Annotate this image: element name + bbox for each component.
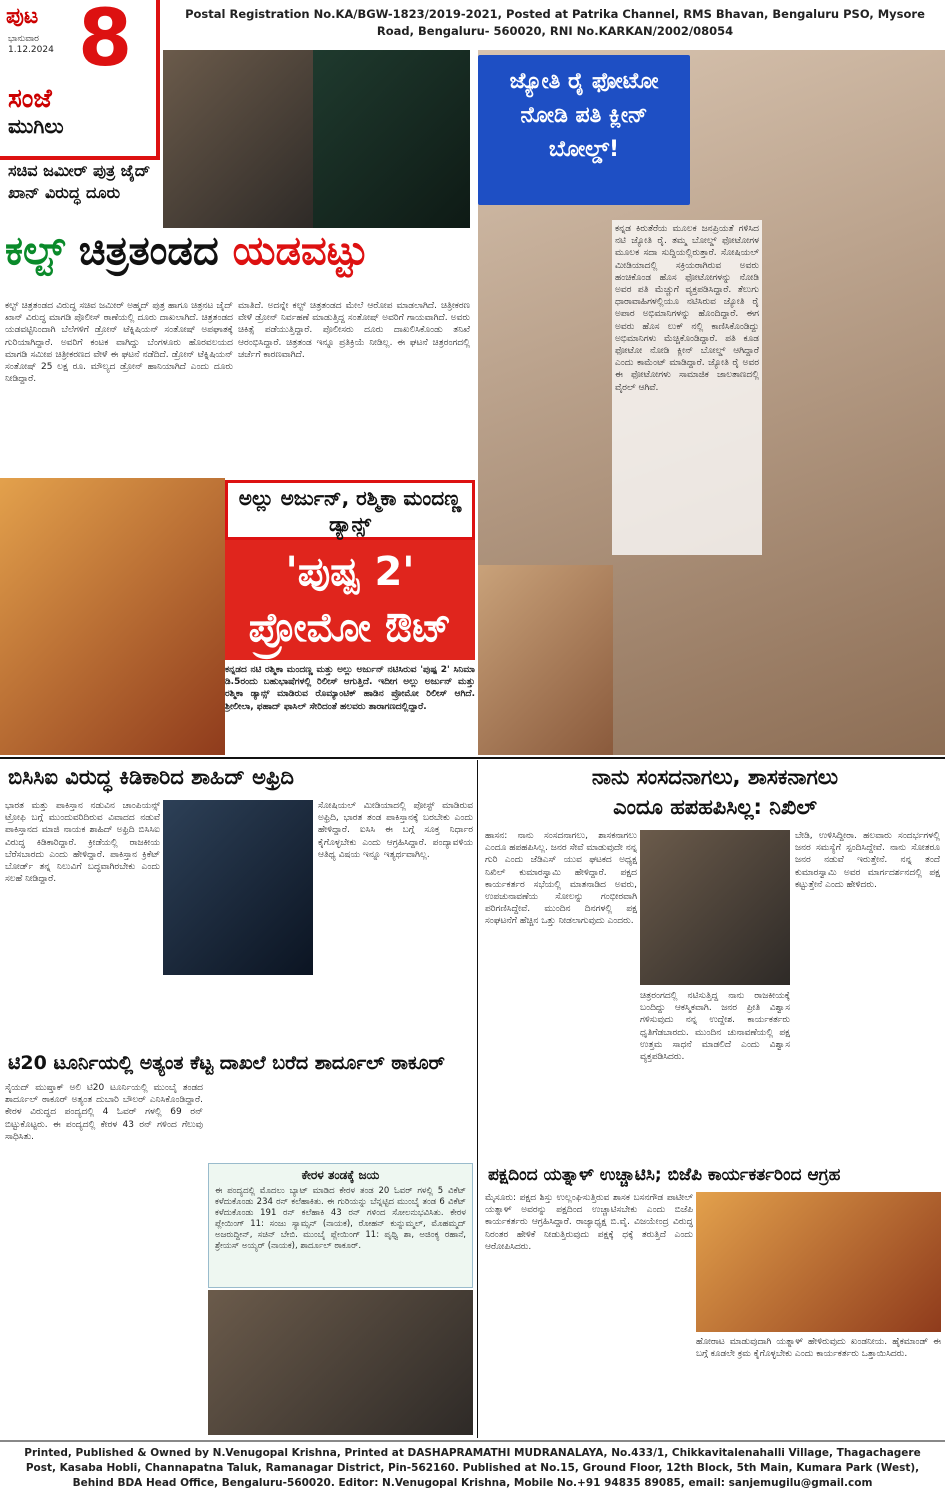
afridi-body-col1: ಭಾರತ ಮತ್ತು ಪಾಕಿಸ್ತಾನ ನಡುವಿನ ಚಾಂಪಿಯನ್ಸ್ ಟ್ರೋಫಿ ಬಗ್ಗೆ ಮುಂದುವರಿದಿರುವ ವಿವಾದದ ನಡುವೆ ಪಾಕಿಸ್ತಾನದ ಮಾಜಿ ನಾಯಕ ಶಾಹಿದ್ ಅಫ್ರಿದಿ ಬಿಸಿಸಿಐ ವಿರುದ್ಧ ಕಿಡಿಕಾರಿದ್ದಾರೆ. ಕ್ರೀಡೆಯಲ್ಲಿ ರಾಜಕೀಯ ಬೆರೆಸಬಾರದು ಎಂದು ಹೇಳಿದ್ದಾರೆ. ಪಾಕಿಸ್ತಾನ ಕ್ರಿಕೆಟ್ ಬೋರ್ಡ್ ತನ್ನ ನಿಲುವಿಗೆ ಬದ್ಧವಾಗಿರಬೇಕು ಎಂದು ಸಲಹೆ ನೀಡಿದ್ದಾರೆ.: [5, 801, 160, 885]
thakur-headline: ಟಿ20 ಟೂರ್ನಿಯಲ್ಲಿ ಅತ್ಯಂತ ಕೆಟ್ಟ ದಾಖಲೆ ಬರೆದ ಶಾರ್ದೂಲ್ ಠಾಕೂರ್: [8, 1052, 445, 1074]
brand-line2: ಮುಗಿಲು: [8, 114, 64, 138]
pushpa-headline: 'ಪುಷ್ಪ 2' ಪ್ರೋಮೋ ಔಟ್: [225, 540, 475, 660]
nikhil-body-col3: ಬೇಡಿ, ಉಳಿಸಿದ್ದೀರಾ. ಹಲವಾರು ಸಂದರ್ಭಗಳಲ್ಲಿ ಜನರ ಸಮಸ್ಯೆಗೆ ಸ್ಪಂದಿಸಿದ್ದೇವೆ. ನಾನು ಸೋತರೂ ಜನರ ನಡುವೆ ಇರುತ್ತೇನೆ. ನನ್ನ ತಂದೆ ಕುಮಾರಸ್ವಾಮಿ ಅವರ ಮಾರ್ಗದರ್ಶನದಲ್ಲಿ ಪಕ್ಷ ಕಟ್ಟುತ್ತೇನೆ ಎಂದು ಹೇಳಿದರು.: [795, 831, 940, 890]
pushpa-box-title: ಅಲ್ಲು ಅರ್ಜುನ್, ರಶ್ಮಿಕಾ ಮಂದಣ್ಣ ಡ್ಯಾನ್ಸ್: [225, 480, 475, 540]
thakur-body: ಸೈಯದ್ ಮುಷ್ತಾಕ್ ಅಲಿ ಟಿ20 ಟೂರ್ನಿಯಲ್ಲಿ ಮುಂಬೈ ತಂಡದ ಶಾರ್ದೂಲ್ ಠಾಕೂರ್ ಅತ್ಯಂತ ದುಬಾರಿ ಬೌಲರ್ ಎನಿಸಿಕೊಂಡಿದ್ದಾರೆ. ಕೇರಳ ವಿರುದ್ಧದ ಪಂದ್ಯದಲ್ಲಿ 4 ಓವರ್ ಗಳಲ್ಲಿ 69 ರನ್ ಬಿಟ್ಟುಕೊಟ್ಟರು. ಈ ಪಂದ್ಯದಲ್ಲಿ ಕೇರಳ 43 ರನ್ ಗಳಿಂದ ಗೆಲುವು ಸಾಧಿಸಿತು.: [5, 1083, 203, 1142]
bjp-body: ಮೈಸೂರು: ಪಕ್ಷದ ಶಿಸ್ತು ಉಲ್ಲಂಘಿಸುತ್ತಿರುವ ಶಾಸಕ ಬಸನಗೌಡ ಪಾಟೀಲ್ ಯತ್ನಾಳ್ ಅವರನ್ನು ಪಕ್ಷದಿಂದ ಉಚ್ಚಾಟಿಸಬೇಕು ಎಂದು ಬಿಜೆಪಿ ಕಾರ್ಯಕರ್ತರು ಆಗ್ರಹಿಸಿದ್ದಾರೆ. ರಾಜ್ಯಾಧ್ಯಕ್ಷ ಬಿ.ವೈ. ವಿಜಯೇಂದ್ರ ವಿರುದ್ಧ ನಿರಂತರ ಹೇಳಿಕೆ ನೀಡುತ್ತಿರುವುದು ಪಕ್ಷಕ್ಕೆ ಧಕ್ಕೆ ತರುತ್ತಿದೆ ಎಂದು ಆರೋಪಿಸಿದರು.: [485, 1193, 693, 1252]
cult-headline: [5, 228, 465, 286]
page-number: 8: [78, 0, 133, 84]
nikhil-photo: [640, 830, 790, 985]
cult-headline-red: ಯಡವಟ್ಟು: [232, 228, 369, 274]
kerala-title: ಕೇರಳ ತಂಡಕ್ಕೆ ಜಯ: [301, 1168, 380, 1182]
nikhil-headline-line1: ನಾನು ಸಂಸದನಾಗಲು, ಶಾಸಕನಾಗಲು: [591, 765, 839, 789]
thakur-photo: [208, 1290, 473, 1435]
afridi-headline: ಬಿಸಿಸಿಐ ವಿರುದ್ಧ ಕಿಡಿಕಾರಿದ ಶಾಹಿದ್ ಅಫ್ರಿದಿ: [8, 765, 294, 789]
cult-photo-son: [313, 50, 470, 228]
pushpa-body: ಕನ್ನಡದ ನಟಿ ರಶ್ಮಿಕಾ ಮಂದಣ್ಣ ಮತ್ತು ಅಲ್ಲು ಅರ್ಜುನ್ ನಟಿಸಿರುವ 'ಪುಷ್ಪ 2' ಸಿನಿಮಾ ಡಿ.5ರಂದು ಬಹುಭಾಷೆಗಳಲ್ಲಿ ರಿಲೀಸ್ ಆಗುತ್ತಿದೆ. ಇದೀಗ ಅಲ್ಲು ಅರ್ಜುನ್ ಮತ್ತು ರಶ್ಮಿಕಾ ಡ್ಯಾನ್ಸ್ ಮಾಡಿರುವ ರೊಮ್ಯಾಂಟಿಕ್ ಹಾಡಿನ ಪ್ರೋಮೋ ರಿಲೀಸ್ ಆಗಿದೆ. ಶ್ರೀಲೀಲಾ, ಫಹಾದ್ ಫಾಸಿಲ್ ಸೇರಿದಂತೆ ಹಲವರು ತಾರಾಗಣದಲ್ಲಿದ್ದಾರೆ.: [225, 665, 475, 712]
cult-headline-green: ಕಲ್ಟ್: [5, 228, 65, 274]
page-label: ಪುಟ: [6, 4, 39, 29]
jyothi-headline: ಜ್ಯೋತಿ ರೈ ಫೋಟೋ ನೋಡಿ ಪತಿ ಕ್ಲೀನ್ ಬೋಲ್ಡ್!: [478, 55, 690, 205]
bjp-body2: ಹೋರಾಟ ಮಾಡುವುದಾಗಿ ಯತ್ನಾಳ್ ಹೇಳಿರುವುದು ಖಂಡನೀಯ. ಹೈಕಮಾಂಡ್ ಈ ಬಗ್ಗೆ ಕೂಡಲೇ ಕ್ರಮ ಕೈಗೊಳ್ಳಬೇಕು ಎಂದು ಕಾರ್ಯಕರ್ತರು ಒತ್ತಾಯಿಸಿದರು.: [696, 1337, 941, 1360]
day-label: ಭಾನುವಾರ: [8, 34, 39, 44]
date-label: 1.12.2024: [8, 45, 54, 55]
bjp-photo: [696, 1192, 941, 1332]
jyothi-body: ಕನ್ನಡ ಕಿರುತೆರೆಯ ಮೂಲಕ ಜನಪ್ರಿಯತೆ ಗಳಿಸಿದ ನಟಿ ಜ್ಯೋತಿ ರೈ. ತಮ್ಮ ಬೋಲ್ಡ್ ಫೋಟೋಗಳ ಮೂಲಕ ಸದಾ ಸುದ್ದಿಯಲ್ಲಿರುತ್ತಾರೆ. ಸೋಷಿಯಲ್ ಮೀಡಿಯಾದಲ್ಲಿ ಸಕ್ರಿಯರಾಗಿರುವ ಅವರು ಹಂಚಿಕೊಂಡ ಹೊಸ ಫೋಟೋಗಳನ್ನು ನೋಡಿ ಅವರ ಪತಿ ಮೆಚ್ಚುಗೆ ವ್ಯಕ್ತಪಡಿಸಿದ್ದಾರೆ. ತೆಲುಗು ಧಾರಾವಾಹಿಗಳಲ್ಲಿಯೂ ನಟಿಸಿರುವ ಜ್ಯೋತಿ ರೈ ಅಪಾರ ಅಭಿಮಾನಿಗಳನ್ನು ಹೊಂದಿದ್ದಾರೆ. ಈಗ ಅವರು ಹೊಸ ಲುಕ್ ನಲ್ಲಿ ಕಾಣಿಸಿಕೊಂಡಿದ್ದು ಅಭಿಮಾನಿಗಳು ಮೆಚ್ಚಿಕೊಂಡಿದ್ದಾರೆ. ಪತಿ ಕೂಡ ಫೋಟೋ ನೋಡಿ ಕ್ಲೀನ್ ಬೋಲ್ಡ್ ಆಗಿದ್ದಾರೆ ಎಂದು ಕಾಮೆಂಟ್ ಮಾಡಿದ್ದಾರೆ. ಜ್ಯೋತಿ ರೈ ಅವರ ಈ ಫೋಟೋಗಳು ಸಾಮಾಜಿಕ ಜಾಲತಾಣದಲ್ಲಿ ವೈರಲ್ ಆಗಿವೆ.: [612, 220, 762, 555]
kerala-body: ಈ ಪಂದ್ಯದಲ್ಲಿ ಮೊದಲು ಬ್ಯಾಟ್ ಮಾಡಿದ ಕೇರಳ ತಂಡ 20 ಓವರ್ ಗಳಲ್ಲಿ 5 ವಿಕೆಟ್ ಕಳೆದುಕೊಂಡು 234 ರನ್ ಕಲೆಹಾಕಿತು. ಈ ಗುರಿಯನ್ನು ಬೆನ್ನಟ್ಟಿದ ಮುಂಬೈ ತಂಡ 6 ವಿಕೆಟ್ ಕಳೆದುಕೊಂಡು 191 ರನ್ ಕಲೆಹಾಕಿ 43 ರನ್ ಗಳಿಂದ ಸೋಲನುಭವಿಸಿತು. ಕೇರಳ ಪ್ಲೇಯಿಂಗ್ 11: ಸಂಜು ಸ್ಯಾಮ್ಸನ್ (ನಾಯಕ), ರೋಹನ್ ಕುನ್ನುಮ್ಮಲ್, ಮೊಹಮ್ಮದ್ ಅಜರುದ್ದೀನ್, ಸಚಿನ್ ಬೇಬಿ. ಮುಂಬೈ ಪ್ಲೇಯಿಂಗ್ 11: ಪೃಥ್ವಿ ಶಾ, ಅಜಿಂಕ್ಯ ರಹಾನೆ, ಶ್ರೇಯಸ್ ಅಯ್ಯರ್ (ನಾಯಕ), ಶಾರ್ದೂಲ್ ಠಾಕೂರ್.: [215, 1186, 466, 1251]
cult-photo-actor: [163, 50, 313, 228]
issue-date: [8, 34, 54, 56]
cult-body-col1: ಕಲ್ಟ್ ಚಿತ್ರತಂಡದ ವಿರುದ್ಧ ಸಚಿವ ಜಮೀರ್ ಅಹ್ಮದ್ ಪುತ್ರ ಹಾಗೂ ಚಿತ್ರನಟ ಜೈದ್ ಖಾನ್ ವಿರುದ್ಧ ಮಾಗಡಿ ಪೊಲೀಸ್ ಠಾಣೆಯಲ್ಲಿ ದೂರು ದಾಖಲಾಗಿದೆ. ಚಿತ್ರತಂಡದ ಯಡವಟ್ಟಿನಿಂದಾಗಿ ಬೆಲೆಗಳಿಗೆ ಡ್ರೋನ್ ಟೆಕ್ನಿಷಿಯನ್ ಸಂತೋಷ್ ಅಪಘಾತಕ್ಕೆ ಗುರಿಯಾಗಿದ್ದಾರೆ. ಅವರಿಗೆ ಕಂಟಕ ವಾಗಿದ್ದು ಬೆಂಗಳೂರು ಹೊರವಲಯದ ಮಾಗಡಿ ಸಮೀಪ ಚಿತ್ರೀಕರಣದ ವೇಳೆ ಈ ಘಟನೆ ನಡೆದಿದೆ. ಡ್ರೋನ್ ಟೆಕ್ನಿಷಿಯನ್ ಸಂತೋಷ್ 25 ಲಕ್ಷ ರೂ. ಮೌಲ್ಯದ ಡ್ರೋನ್ ಹಾನಿಯಾಗಿದೆ ಎಂದು ದೂರು ನೀಡಿದ್ದಾರೆ.: [5, 301, 233, 385]
afridi-body-col2: ಸೋಷಿಯಲ್ ಮೀಡಿಯಾದಲ್ಲಿ ಪೋಸ್ಟ್ ಮಾಡಿರುವ ಅಫ್ರಿದಿ, ಭಾರತ ತಂಡ ಪಾಕಿಸ್ತಾನಕ್ಕೆ ಬರಬೇಕು ಎಂದು ಹೇಳಿದ್ದಾರೆ. ಐಸಿಸಿ ಈ ಬಗ್ಗೆ ಸೂಕ್ತ ನಿರ್ಧಾರ ಕೈಗೊಳ್ಳಬೇಕು ಎಂದು ಆಗ್ರಹಿಸಿದ್ದಾರೆ. ಪಂದ್ಯಾವಳಿಯ ಆತಿಥ್ಯ ವಿಷಯ ಇನ್ನೂ ಇತ್ಯರ್ಥವಾಗಿಲ್ಲ.: [318, 801, 473, 860]
registration-line: Postal Registration No.KA/BGW-1823/2019-2021, Posted at Patrika Channel, RMS Bhavan, Bengaluru PSO, Mysore Road, Bengaluru- 560020, RNI No.KARKAN/2002/08054: [165, 0, 945, 50]
section-divider: [0, 757, 945, 759]
cult-body-col2: ಮಾತಿದೆ. ಅದನ್ನೇ ಕಲ್ಟ್ ಚಿತ್ರತಂಡದ ಮೇಲೆ ಆರೋಪ ಮಾಡಲಾಗಿದೆ. ಚಿತ್ರೀಕರಣ ವೇಳೆ ಡ್ರೋನ್ ನಿರ್ವಹಣೆ ಮಾಡುತ್ತಿದ್ದ ಸಂತೋಷ್ ಅವರಿಗೆ ಗಾಯವಾಗಿದೆ. ಅವರು ಚಿಕಿತ್ಸೆ ಪಡೆಯುತ್ತಿದ್ದಾರೆ. ಪೊಲೀಸರು ದೂರು ದಾಖಲಿಸಿಕೊಂಡು ತನಿಖೆ ಆರಂಭಿಸಿದ್ದಾರೆ. ಚಿತ್ರತಂಡ ಇನ್ನೂ ಪ್ರತಿಕ್ರಿಯೆ ನೀಡಿಲ್ಲ. ಈ ಘಟನೆ ಚಿತ್ರರಂಗದಲ್ಲಿ ಚರ್ಚೆಗೆ ಕಾರಣವಾಗಿದೆ.: [238, 301, 470, 360]
nikhil-body-col1: ಹಾಸನ: ನಾನು ಸಂಸದನಾಗಲು, ಶಾಸಕನಾಗಲು ಎಂದೂ ಹಪಹಪಿಸಿಲ್ಲ. ಜನರ ಸೇವೆ ಮಾಡುವುದೇ ನನ್ನ ಗುರಿ ಎಂದು ಜೆಡಿಎಸ್ ಯುವ ಘಟಕದ ಅಧ್ಯಕ್ಷ ನಿಖಿಲ್ ಕುಮಾರಸ್ವಾಮಿ ಹೇಳಿದ್ದಾರೆ. ಪಕ್ಷದ ಕಾರ್ಯಕರ್ತರ ಸಭೆಯಲ್ಲಿ ಮಾತನಾಡಿದ ಅವರು, ಉಪಚುನಾವಣೆಯ ಸೋಲನ್ನು ಗಂಭೀರವಾಗಿ ಪರಿಗಣಿಸಿದ್ದೇವೆ. ಮುಂದಿನ ದಿನಗಳಲ್ಲಿ ಪಕ್ಷ ಸಂಘಟನೆಗೆ ಹೆಚ್ಚಿನ ಒತ್ತು ನೀಡಲಾಗುವುದು ಎಂದರು.: [485, 831, 637, 927]
nikhil-headline-line2: ಎಂದೂ ಹಪಹಪಿಸಿಲ್ಲ: ನಿಖಿಲ್: [613, 795, 817, 819]
bjp-headline: ಪಕ್ಷದಿಂದ ಯತ್ನಾಳ್ ಉಚ್ಚಾಟಿಸಿ; ಬಿಜೆಪಿ ಕಾರ್ಯಕರ್ತರಿಂದ ಆಗ್ರಹ: [488, 1165, 841, 1185]
pushpa-photo: [0, 478, 225, 755]
cult-side-headline: ಸಚಿವ ಜಮೀರ್ ಪುತ್ರ ಜೈದ್ ಖಾನ್ ವಿರುದ್ಧ ದೂರು: [8, 161, 151, 202]
jyothi-inset-photo: [478, 565, 613, 755]
column-divider: [477, 760, 478, 1438]
footer-imprint: Printed, Published & Owned by N.Venugopal Krishna, Printed at DASHAPRAMATHI MUDRANALAYA, No.433/1, Chikkavitalenahalli Village, Thagachagere Post, Kasaba Hobli, Channapatna Taluk, Ramanagar District, Pin-562160. Published at No.15, Ground Floor, 12th Block, 5th Main, Kumara Park (West), Behind BDA Head Office, Bengaluru-560020. Editor: N.Venugopal Krishna, Mobile No.+91 94835 89085, email: sanjemugilu@gmail.com: [0, 1440, 945, 1491]
afridi-photo: [163, 800, 313, 975]
kerala-box: [208, 1163, 473, 1288]
cult-headline-black: ಚಿತ್ರತಂಡದ: [78, 228, 219, 274]
brand-line1: ಸಂಜೆ: [8, 84, 52, 114]
nikhil-body-col2: ಚಿತ್ರರಂಗದಲ್ಲಿ ನಟಿಸುತ್ತಿದ್ದ ನಾನು ರಾಜಕೀಯಕ್ಕೆ ಬಂದಿದ್ದು ಆಕಸ್ಮಿಕವಾಗಿ. ಜನರ ಪ್ರೀತಿ ವಿಶ್ವಾಸ ಗಳಿಸುವುದು ನನ್ನ ಉದ್ದೇಶ. ಕಾರ್ಯಕರ್ತರು ಧೃತಿಗೆಡಬಾರದು. ಮುಂದಿನ ಚುನಾವಣೆಯಲ್ಲಿ ಪಕ್ಷ ಉತ್ತಮ ಸಾಧನೆ ಮಾಡಲಿದೆ ಎಂದು ವಿಶ್ವಾಸ ವ್ಯಕ್ತಪಡಿಸಿದರು.: [640, 991, 790, 1063]
